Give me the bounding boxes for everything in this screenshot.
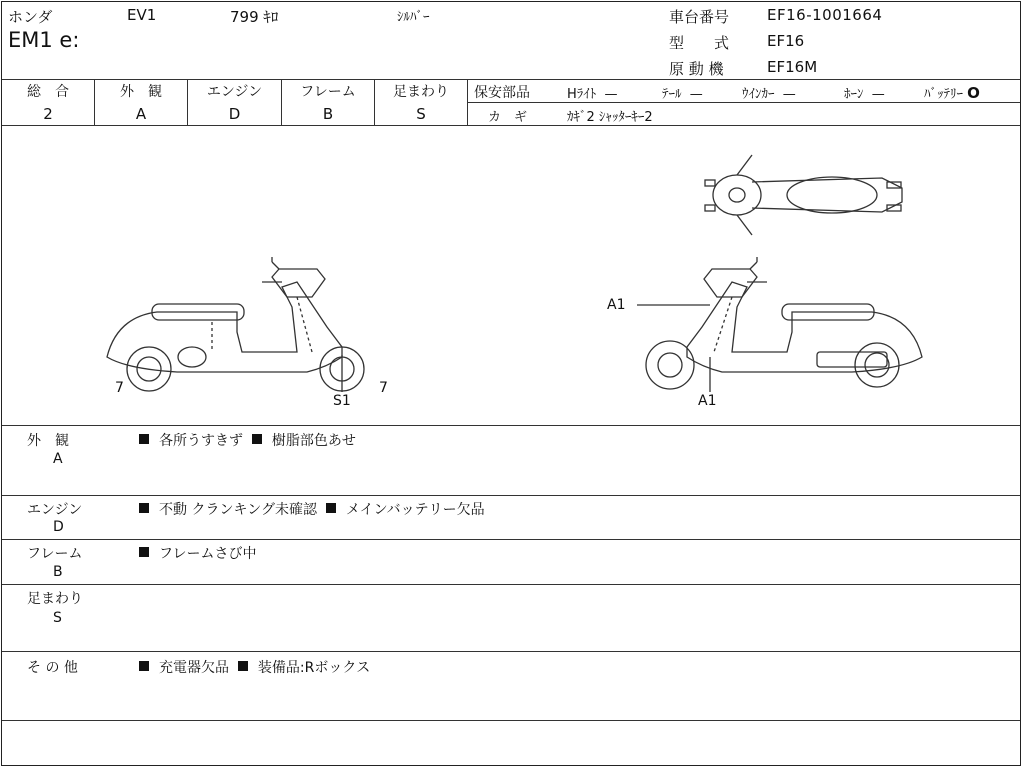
section-notes-other: 充電器欠品 装備品:Rボックス: [139, 657, 370, 677]
grade-header-exterior: 外 観: [120, 84, 162, 100]
divider: [2, 651, 1020, 652]
section-label-exterior: 外 観: [27, 433, 69, 449]
diagram-mark-front-suspension: S1: [333, 393, 351, 409]
mileage-text: 799 ｷﾛ: [230, 8, 279, 26]
section-grade-frame: B: [53, 564, 63, 580]
divider: [2, 425, 1020, 426]
color-text: ｼﾙﾊﾞｰ: [397, 10, 430, 25]
diagram-mark-front-wheel: 7: [379, 380, 388, 396]
frame-no-value: EF16-1001664: [767, 6, 883, 24]
section-label-suspension: 足まわり: [27, 591, 83, 607]
section-grade-exterior: A: [53, 451, 63, 467]
safety-item-horn: ﾎｰﾝ —: [844, 87, 885, 102]
grade-value-exterior: A: [135, 104, 147, 123]
divider: [2, 495, 1020, 496]
inspection-sheet: [1, 1, 1021, 766]
grade-value-engine: D: [228, 104, 241, 123]
safety-item-headlight: Hﾗｲﾄ —: [567, 87, 618, 102]
section-grade-suspension: S: [53, 610, 62, 626]
safety-item-winker: ｳｲﾝｶｰ —: [742, 87, 796, 102]
grade-header-frame: フレーム: [300, 84, 356, 100]
key-value: ｶｷﾞ2 ｼｬｯﾀｰｷｰ2: [567, 110, 653, 125]
frame-no-label: 車台番号: [669, 8, 730, 26]
divider: [2, 720, 1020, 721]
diagram-mark-lower-cover: A1: [698, 393, 717, 409]
section-label-engine: エンジン: [27, 502, 83, 518]
section-label-other: そ の 他: [27, 660, 78, 676]
safety-item-battery: ﾊﾞｯﾃﾘｰ O: [924, 84, 980, 102]
safety-item-tail: ﾃｰﾙ —: [662, 87, 703, 102]
grade-value-total: 2: [43, 104, 53, 123]
divider: [467, 79, 468, 125]
model-text: EV1: [127, 6, 157, 24]
grade-value-frame: B: [322, 104, 334, 123]
maker-text: ホンダ: [8, 8, 53, 26]
grade-header-suspension: 足まわり: [393, 84, 449, 100]
engine-value: EF16M: [767, 58, 818, 76]
scooter-right-side-diagram: [632, 257, 932, 397]
key-label: カ ギ: [488, 110, 528, 125]
scooter-top-view-diagram: [697, 150, 922, 240]
section-label-frame: フレーム: [27, 546, 83, 562]
scooter-left-side-diagram: [97, 257, 397, 412]
diagram-mark-upper-cover: A1: [607, 297, 626, 313]
diagram-mark-rear-wheel: 7: [115, 380, 124, 396]
section-notes-engine: 不動 クランキング未確認 メインバッテリー欠品: [139, 499, 485, 519]
grade-value-suspension: S: [416, 104, 426, 123]
divider: [2, 539, 1020, 540]
divider: [2, 125, 1020, 126]
divider: [2, 584, 1020, 585]
grade-header-total: 総 合: [27, 84, 69, 100]
divider: [467, 102, 1020, 103]
grade-header-engine: エンジン: [206, 84, 263, 100]
type-label: 型 式: [669, 34, 730, 52]
section-notes-frame: フレームさび中: [139, 543, 256, 563]
section-notes-exterior: 各所うすきず 樹脂部色あせ: [139, 430, 356, 450]
engine-label: 原 動 機: [669, 60, 724, 78]
model-name-text: EM1 e:: [8, 28, 80, 52]
safety-label: 保安部品: [474, 85, 530, 101]
section-grade-engine: D: [53, 519, 64, 535]
type-value: EF16: [767, 32, 805, 50]
